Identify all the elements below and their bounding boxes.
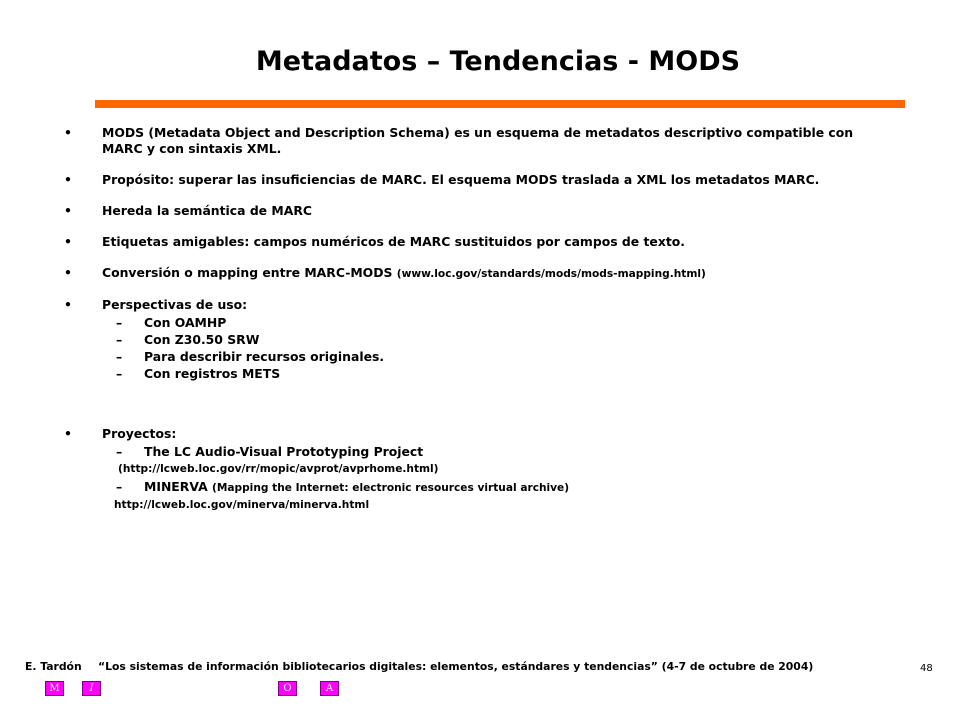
sub-item: [102, 315, 854, 331]
sub-item-text: Con registros METS: [144, 366, 281, 381]
bullet-item: [64, 234, 854, 250]
bullet-dot: •: [64, 265, 72, 280]
sub-dash: –: [116, 315, 123, 330]
project-title: MINERVA: [144, 479, 208, 494]
bullet-text: Perspectivas de uso:: [102, 297, 248, 312]
sub-dash: –: [116, 479, 123, 494]
nav-button-o[interactable]: O: [278, 681, 297, 696]
nav-button-a[interactable]: A: [320, 681, 339, 696]
bullet-text: Proyectos:: [102, 426, 177, 441]
project-item: [102, 479, 854, 496]
bullet-item: [64, 172, 854, 188]
sub-dash: –: [116, 349, 123, 364]
slide-title: Metadatos – Tendencias - MODS: [255, 46, 741, 77]
bullet-dot: •: [64, 234, 72, 249]
footer-author: E. Tardón: [25, 660, 82, 673]
title-underline: [95, 100, 905, 108]
sub-dash: –: [116, 366, 123, 381]
bullet-item: [64, 203, 854, 219]
project-description: (Mapping the Internet: electronic resources virtual archive): [211, 482, 570, 494]
sub-item: [102, 366, 854, 382]
bullet-text: Etiquetas amigables: campos numéricos de MARC sustituidos por campos de texto.: [102, 234, 685, 249]
bullet-item: [64, 125, 854, 157]
sub-item-text: Para describir recursos originales.: [144, 349, 385, 364]
bullet-dot: •: [64, 426, 72, 441]
bullet-text: Propósito: superar las insuficiencias de MARC. El esquema MODS traslada a XML los metadatos MARC.: [102, 172, 820, 187]
bullet-item: [64, 265, 854, 282]
page-number: 48: [920, 663, 933, 674]
nav-button-i[interactable]: I: [82, 681, 101, 696]
footer: [25, 660, 845, 673]
bullet-text: Conversión o mapping entre MARC-MODS: [102, 265, 393, 280]
sub-item-text: Con OAMHP: [144, 315, 227, 330]
bullet-dot: •: [64, 203, 72, 218]
project-url: (http://lcweb.loc.gov/rr/mopic/avprot/avprhome.html): [118, 463, 439, 475]
bullet-text: Hereda la semántica de MARC: [102, 203, 312, 218]
slide-content: [64, 125, 854, 513]
sub-dash: –: [116, 332, 123, 347]
sub-item-text: Con Z30.50 SRW: [144, 332, 260, 347]
project-item: [102, 444, 854, 460]
bullet-item: [64, 297, 854, 382]
bullet-dot: •: [64, 297, 72, 312]
bullet-dot: •: [64, 172, 72, 187]
nav-button-m[interactable]: M: [45, 681, 64, 696]
footer-citation: “Los sistemas de información bibliotecarios digitales: elementos, estándares y tendencias” (4-7 de octubre de 2004): [98, 660, 814, 673]
project-title: The LC Audio-Visual Prototyping Project: [144, 444, 424, 459]
project-url: http://lcweb.loc.gov/minerva/minerva.html: [114, 499, 370, 511]
bullet-text: MODS (Metadata Object and Description Schema) es un esquema de metadatos descriptivo compatible con MARC y con sintaxis XML.: [102, 125, 854, 156]
sub-item: [102, 332, 854, 348]
bullet-item: [64, 479, 854, 496]
sub-dash: –: [116, 444, 123, 459]
sub-item: [102, 349, 854, 365]
bullet-dot: •: [64, 125, 72, 140]
mapping-url: (www.loc.gov/standards/mods/mods-mapping.html): [396, 268, 706, 280]
bullet-item: [64, 426, 854, 460]
